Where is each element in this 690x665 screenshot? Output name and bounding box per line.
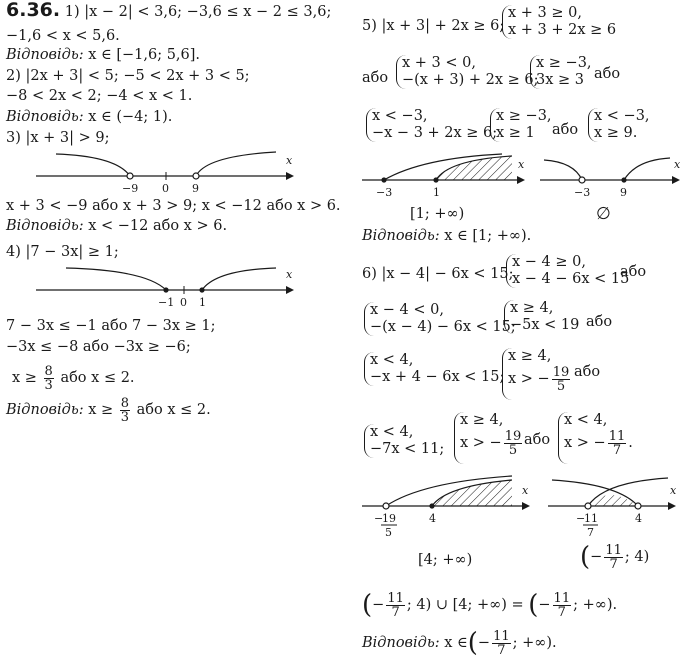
part6-answer: Відповідь: x ∈(− $\frac{11}{7}$ ; +∞). [362,628,557,658]
part1-solution: −1,6 < x < 5,6. [6,28,120,44]
system-3: x ≥ −3, 3x ≥ 3 [530,55,592,89]
or-word: або [524,432,551,448]
answer-value: x ∈ [−1,6; 5,6]. [83,47,201,63]
system-2: x + 3 < 0, −(x + 3) + 2x ≥ 6; [396,55,538,89]
axis-label: x [286,268,293,281]
fraction: $\frac{8}{3}$ [44,363,53,393]
axis-label: x [522,484,529,497]
system-10: x < 4, −x + 4 − 6x < 15; [364,352,504,386]
part5-answer [362,228,531,244]
number-line-1 [36,148,296,196]
system-11: x ≥ 4, x > − $\frac{19}{5}$ [502,348,572,400]
problem-line-1 [6,2,331,20]
part4-answer: Відповідь: x ≥ $\frac{8}{3}$ або x ≤ 2. [6,395,211,425]
part4-step1: 7 − 3x ≤ −1 або 7 − 3x ≥ 1; [6,318,216,334]
answer-label: Відповідь: [6,218,84,234]
system-6: x < −3, x ≥ 9. [588,108,650,142]
answer-value: x ∈ (−4; 1). [83,109,173,125]
system-8: x − 4 < 0, −(x − 4) − 6x < 15; [364,302,516,336]
axis-label: x [286,154,293,167]
fraction: $\frac{11}{7}$ [553,590,571,620]
answer-label: Відповідь: [362,635,440,651]
tick-label: −3 [376,186,393,199]
tick-label: −1 [158,296,175,309]
union-line: (− $\frac{11}{7}$ ; 4) ∪ [4; +∞) = (− $\frac{11}{7}$ ; +∞). [362,590,618,620]
axis-label: x [670,484,677,497]
part3-answer [6,218,227,234]
tick-label: 4 [429,512,436,525]
tick-label: −9 [122,182,139,195]
or-word: або [586,314,613,330]
system-14: x < 4, x > − $\frac{11}{7}$ . [558,412,633,464]
interval-result-2: (− $\frac{11}{7}$ ; 4) [580,542,650,572]
tick-label-num: 11 [584,512,598,525]
number-line-3 [362,152,532,202]
empty-set: ∅ [596,204,611,224]
part2-statement: 2) |2x + 3| < 5; −5 < 2x + 3 < 5; [6,68,250,84]
answer-label: Відповідь: [6,402,84,418]
part2-answer [6,109,172,125]
tick-label-den: 5 [385,526,392,539]
tick-label: 0 [180,296,187,309]
system-9: x ≥ 4, −5x < 19 [504,300,579,334]
answer-label: Відповідь: [362,228,440,244]
answer-label: Відповідь: [6,109,84,125]
interval-result: [4; +∞) [418,552,473,568]
or-word: або [574,364,601,380]
system-4: x < −3, −x − 3 + 2x ≥ 6; [366,108,497,142]
tick-label: 9 [620,186,627,199]
system-7: x − 4 ≥ 0, x − 4 − 6x < 15 [506,254,629,288]
number-line-5 [362,476,542,546]
or-word: або [594,66,621,82]
tick-label: 4 [635,512,642,525]
answer-label: Відповідь: [6,47,84,63]
tick-label: 9 [192,182,199,195]
number-line-4 [540,152,690,202]
answer-value: x < −12 або x > 6. [83,218,228,234]
or-word: або [362,70,389,86]
part4-step2: −3x ≤ −8 або −3x ≥ −6; [6,339,191,355]
tick-label-den: 7 [587,526,594,539]
tick-label-minus: − [374,512,384,525]
tick-label: 1 [433,186,440,199]
part4-step3 [12,364,135,392]
number-line-6 [548,476,688,546]
part6-statement: 6) |x − 4| − 6x < 15; [362,266,514,282]
system-5: x ≥ −3, x ≥ 1 [490,108,552,142]
part3-statement: 3) |x + 3| > 9; [6,130,110,146]
fraction: $\frac{11}{7}$ [605,542,622,572]
system-1: x + 3 ≥ 0, x + 3 + 2x ≥ 6 [502,5,616,39]
fraction: $\frac{11}{7}$ [608,428,626,458]
part1-answer [6,47,200,63]
or-word: або [620,264,647,280]
tick-label-minus: − [576,512,586,525]
fraction: $\frac{11}{7}$ [493,628,510,658]
tick-label: 1 [199,296,206,309]
fraction: $\frac{19}{5}$ [552,364,570,394]
fraction: $\frac{8}{3}$ [120,395,130,425]
interval-result: [1; +∞) [410,206,465,222]
axis-label: x [674,158,681,171]
part1-statement: 1) |x − 2| < 3,6; −3,6 ≤ x − 2 ≤ 3,6; [60,4,332,20]
tick-label: −3 [574,186,591,199]
part4-statement: 4) |7 − 3x| ≥ 1; [6,244,119,260]
fraction: $\frac{19}{5}$ [504,428,522,458]
part2-solution: −8 < 2x < 2; −4 < x < 1. [6,88,193,104]
system-12: x < 4, −7x < 11; [364,424,444,458]
tick-label: 0 [162,182,169,195]
answer-value: x ∈ [1; +∞). [439,228,532,244]
or-word: або [552,122,579,138]
system-13: x ≥ 4, x > − $\frac{19}{5}$ [454,412,524,464]
tick-label-num: 19 [382,512,396,525]
inequality-part: або x ≤ 2. [60,370,135,386]
axis-label: x [518,158,525,171]
fraction: $\frac{11}{7}$ [387,590,404,620]
inequality-part: x ≥ [12,370,37,386]
problem-number: 6.36. [6,0,61,21]
number-line-2 [36,262,296,310]
part5-statement: 5) |x + 3| + 2x ≥ 6; [362,18,505,34]
part3-solution: x + 3 < −9 або x + 3 > 9; x < −12 або x > 6. [6,198,341,214]
